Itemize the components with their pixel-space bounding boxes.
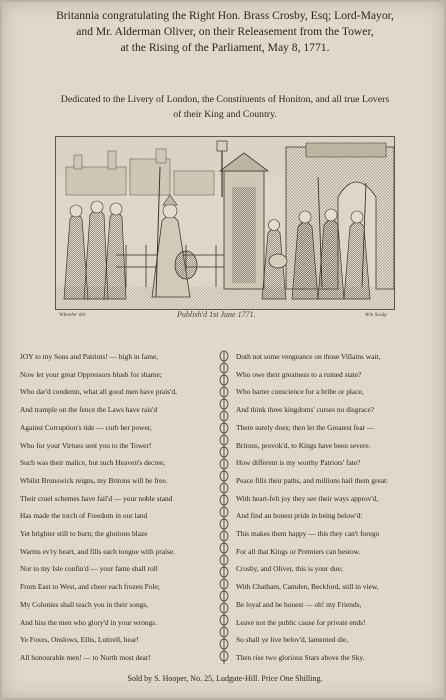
poem-line: Leave not the public cause for private ends! — [236, 617, 366, 627]
poem-line: Who for your Virtues sent you to the Tower! — [20, 440, 152, 450]
poem-line: Then rise two glorious Stars above the Sky. — [236, 652, 365, 662]
poem-line: Ye Foxes, Onslows, Ellis, Luttrell, hear! — [20, 635, 139, 645]
poem-line: My Colonies shall teach you in their songs, — [20, 599, 149, 609]
poem-line: Doth not some vengeance on those Villains wait, — [236, 352, 381, 361]
publication-line: Publish'd 1st June 1771. — [177, 310, 256, 319]
poem-line: Who barter conscience for a bribe or place, — [236, 387, 364, 397]
poem-line: With Chatham, Camden, Beckford, still in view, — [236, 582, 379, 592]
poem-line: Warms ev'ry heart, and fills each tongue with praise. — [20, 546, 176, 556]
poem-line: Who owe their greatness to a ruined state? — [236, 369, 362, 379]
poem-line: From East to West, and cheer each frozen Pole; — [20, 582, 160, 592]
poem-line: There surely does; then let the Greatest fear — — [236, 422, 375, 432]
poem-column-right — [236, 348, 436, 667]
engraving-picture — [56, 137, 394, 309]
plate-credits — [55, 310, 393, 322]
poem-line: Be loyal and be honest — oh! my Friends, — [236, 599, 362, 609]
title-line: at the Rising of the Parliament, May 8, 1771. — [120, 41, 330, 54]
artist-credit: Wheeler del — [59, 312, 86, 318]
dedication — [12, 92, 438, 122]
imprint-line: Sold by S. Hooper, No. 25, Ludgate-Hill. Price One Shilling. — [127, 674, 323, 683]
engraving-illustration — [55, 136, 395, 310]
poem-line: All honourable men! — to North most dear! — [20, 652, 151, 662]
poem-line: And trample on the fence the Laws have rais'd — [20, 405, 158, 415]
poem-line: Has made the torch of Freedom in our land — [20, 511, 148, 521]
ornamental-divider — [217, 348, 231, 668]
poem-line: Now let your great Oppressors blush for shame; — [20, 369, 162, 379]
poem-line: Who dar'd condemn, what all good men have prais'd, — [20, 387, 178, 397]
poem-line: Their cruel schemes have fail'd — your noble stand — [20, 493, 173, 503]
poem-line: And find an honest pride in being below'd: — [236, 511, 363, 521]
title-line: and Mr. Alderman Oliver, on their Releasement from the Tower, — [76, 25, 374, 38]
poem-line: JOY to my Sons and Patriots! — high in fame, — [20, 352, 159, 361]
poem-line: Nor to my Isle confin'd — your fame shall roll — [20, 564, 158, 574]
title-line: Britannia congratulating the Right Hon. Brass Crosby, Esq; Lord-Mayor, — [56, 9, 394, 22]
poem-line: So shall ye live belov'd, lamented die, — [236, 635, 349, 645]
poem-column-left — [20, 348, 213, 667]
poem-line: Peace fills their paths, and millions hail them great: — [236, 475, 389, 485]
dedication-line: of their King and Country. — [173, 109, 277, 120]
engraver-credit: Wm Sculp — [364, 312, 387, 318]
poem-line: With heart-felt joy they see their ways approv'd, — [236, 493, 379, 503]
poem-line: Such was their malice, but such Heaven's decree, — [20, 458, 166, 468]
poem-line: And hiss the men who glory'd in your wrongs. — [20, 617, 158, 627]
poem-line: Whilst Brunswick reigns, my Britons will be free. — [20, 475, 168, 485]
poem-line: How different is my worthy Patriots' fate? — [236, 458, 361, 468]
poem-line: Yet brighter still to burn; the glorious blaze — [20, 529, 148, 539]
dedication-line: Dedicated to the Livery of London, the Constituents of Honiton, and all true Lovers — [60, 94, 390, 105]
poem-line: Against Corruption's tide — curb her power, — [20, 422, 152, 432]
poem-line: Crosby, and Oliver, this is your due; — [236, 564, 343, 574]
page-title — [12, 8, 438, 56]
poem-line: And think three kingdoms' curses no disgrace? — [236, 405, 375, 415]
poem-line: This makes them happy — this they can't forego — [236, 529, 380, 539]
poem-line: For all that Kings or Premiers can bestow. — [236, 546, 361, 556]
broadside-sheet — [2, 2, 444, 698]
poem-line: Britons, provok'd, to Kings have been severe. — [236, 440, 371, 450]
